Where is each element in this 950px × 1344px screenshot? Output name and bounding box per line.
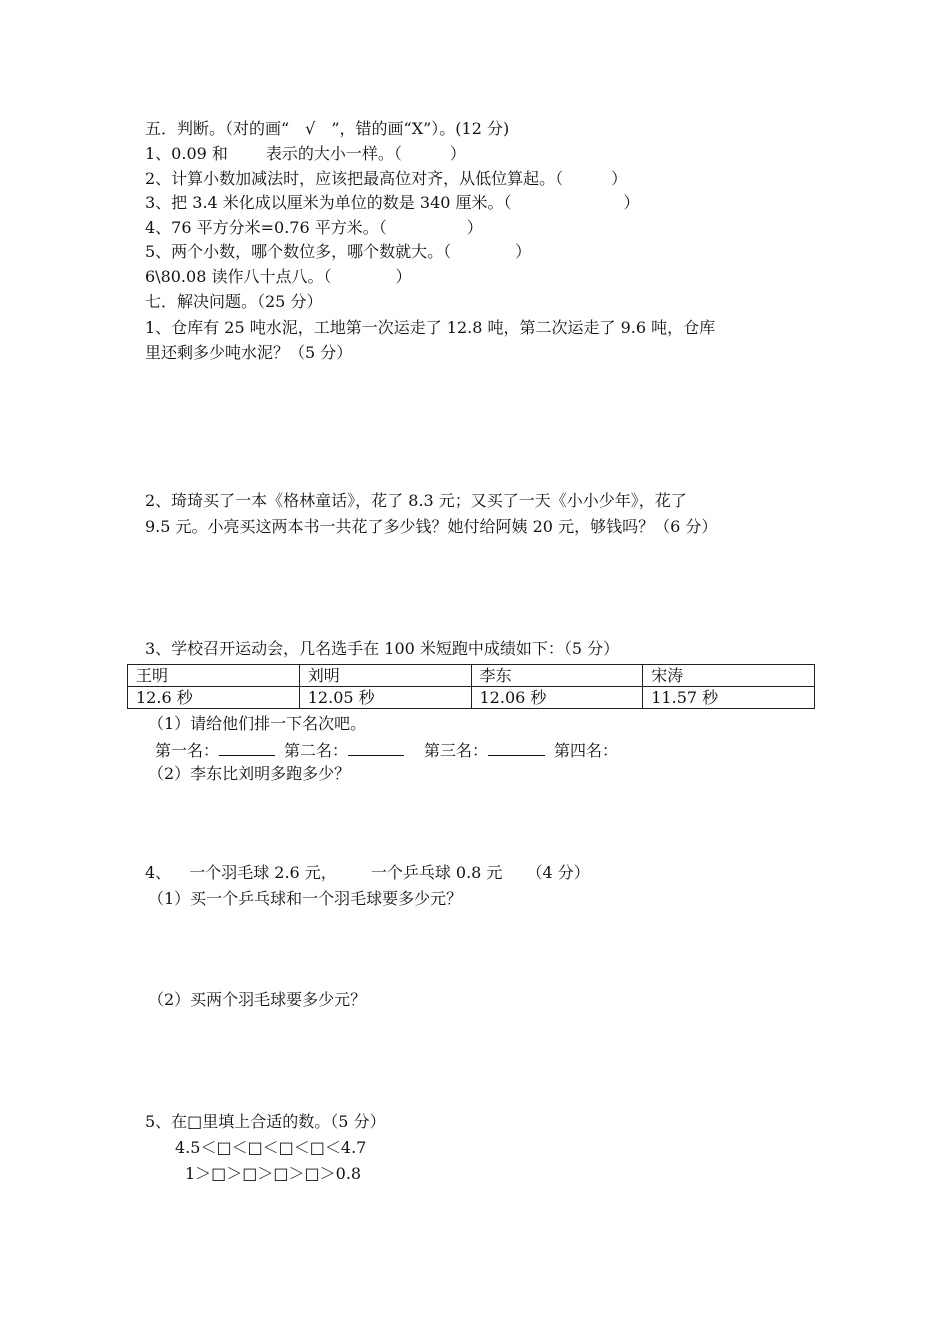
problem-2-line-2: 9.5 元。小亮买这两本书一共花了多少钱？她付给阿姨 20 元，够钱吗？（6 分） — [145, 517, 718, 536]
problem-4-sub-1: （1）买一个乒乓球和一个羽毛球要多少元？ — [148, 889, 463, 908]
ranking-line — [155, 739, 618, 762]
problem-1-line-1: 1、仓库有 25 吨水泥，工地第一次运走了 12.8 吨，第二次运走了 9.6 吨，仓库 — [145, 318, 716, 337]
problem-4-title — [145, 862, 590, 884]
problem-2-line-1: 2、琦琦买了一本《格林童话》，花了 8.3 元；又买了一天《小小少年》，花了 — [145, 491, 687, 510]
badminton-price: 一个羽毛球 2.6 元， — [189, 863, 337, 882]
judge-item-1 — [145, 143, 466, 165]
rank-4-label: 第四名： — [554, 741, 619, 760]
rank-1-blank[interactable] — [219, 739, 275, 756]
race-results-table — [127, 664, 815, 709]
time-cell: 11.57 秒 — [643, 687, 815, 709]
table-row — [128, 665, 815, 687]
name-cell: 刘明 — [299, 665, 471, 687]
judge-item-5: 5、两个小数，哪个数位多，哪个数就大。（ ） — [145, 242, 532, 261]
pingpong-price: 一个乒乓球 0.8 元 — [370, 863, 503, 882]
rank-2-label: 第二名： — [284, 741, 349, 760]
table-row — [128, 687, 815, 709]
name-cell: 王明 — [128, 665, 300, 687]
problem-3-title: 3、学校召开运动会，几名选手在 100 米短跑中成绩如下：（5 分） — [145, 639, 620, 658]
problem-5-title: 5、在□里填上合适的数。（5 分） — [145, 1112, 386, 1131]
inequality-line-2: 1＞□＞□＞□＞□＞0.8 — [185, 1164, 362, 1183]
rank-1-label: 第一名： — [155, 741, 220, 760]
rank-3-label: 第三名： — [424, 741, 489, 760]
judge-item-1-start: 1、0.09 和 — [145, 144, 228, 163]
name-cell: 宋涛 — [643, 665, 815, 687]
problem-3-sub-1: （1）请给他们排一下名次吧。 — [148, 714, 367, 733]
problem-4-sub-2: （2）买两个羽毛球要多少元？ — [148, 990, 367, 1009]
judge-item-4: 4、76 平方分米=0.76 平方米。（ ） — [145, 218, 483, 237]
problem-3-sub-2: （2）李东比刘明多跑多少？ — [148, 764, 351, 783]
time-cell: 12.05 秒 — [299, 687, 471, 709]
judge-item-2: 2、计算小数加减法时，应该把最高位对齐，从低位算起。（ ） — [145, 169, 628, 188]
problem-1-line-2: 里还剩多少吨水泥？（5 分） — [145, 343, 353, 362]
problem-4-score: （4 分） — [526, 863, 590, 882]
time-cell: 12.6 秒 — [128, 687, 300, 709]
problem-4-number: 4、 — [145, 863, 172, 882]
section5-title: 五．判断。（对的画“ √ ”，错的画“X”）。(12 分) — [145, 119, 510, 138]
inequality-line-1: 4.5＜□＜□＜□＜□＜4.7 — [175, 1138, 367, 1157]
time-cell: 12.06 秒 — [471, 687, 643, 709]
rank-3-blank[interactable] — [488, 739, 545, 756]
judge-item-1-end: 表示的大小一样。（ ） — [265, 144, 466, 163]
rank-2-blank[interactable] — [348, 739, 404, 756]
judge-item-3: 3、把 3.4 米化成以厘米为单位的数是 340 厘米。（ ） — [145, 193, 640, 212]
name-cell: 李东 — [471, 665, 643, 687]
section7-title: 七．解决问题。（25 分） — [145, 292, 323, 311]
judge-item-6: 6\80.08 读作八十点八。（ ） — [145, 267, 412, 286]
